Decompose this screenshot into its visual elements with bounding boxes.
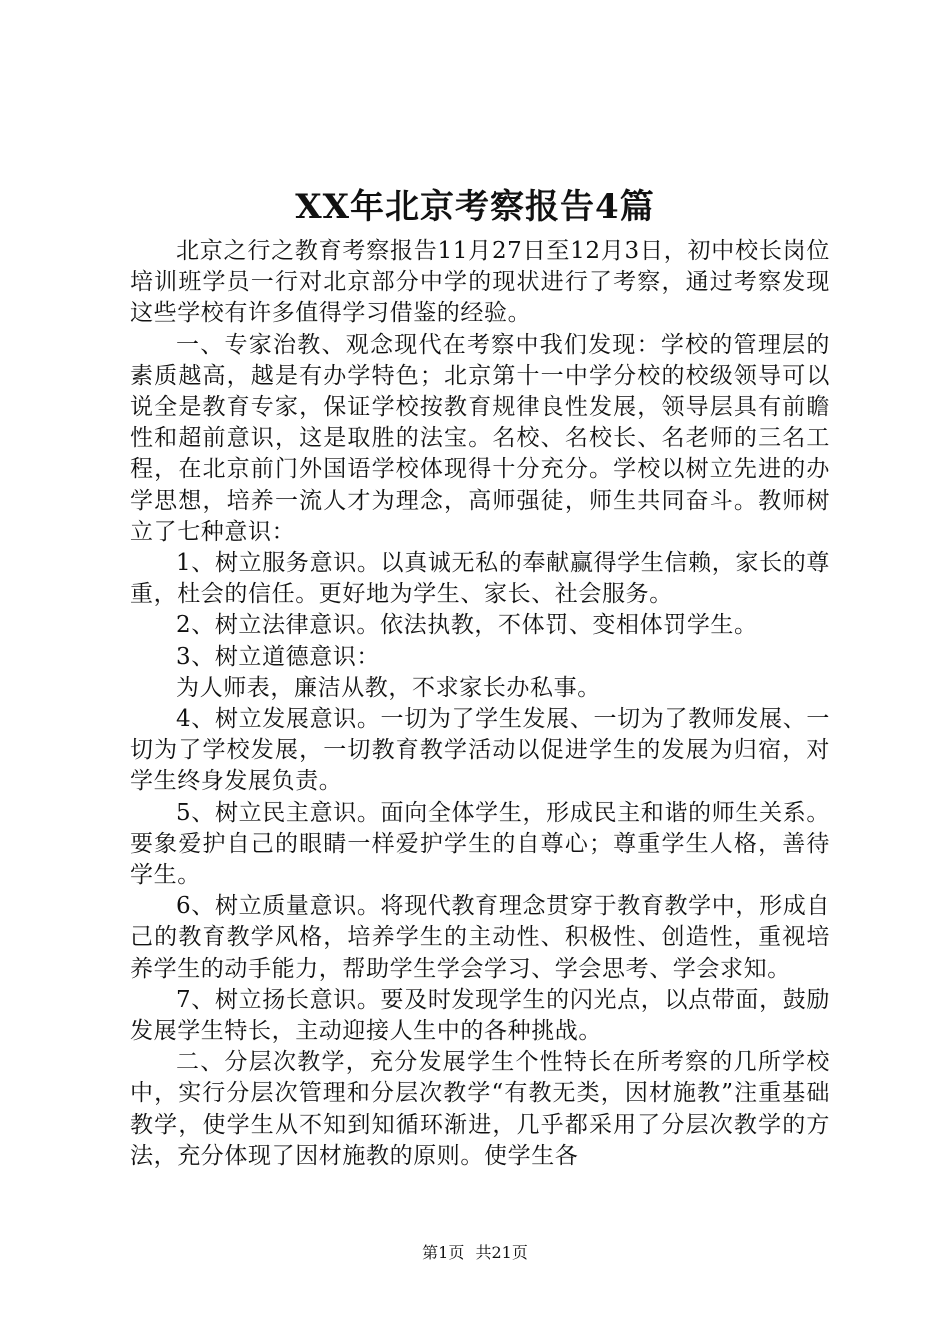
paragraph: 2、树立法律意识。依法执教，不体罚、变相体罚学生。 [176,612,758,639]
paragraph: 3、树立道德意识： [176,643,381,670]
page-number: 第1页 [422,1243,465,1262]
paragraph: 1、树立服务意识。以真诚无私的奉献赢得学生信赖，家长的尊重，杜会的信任。更好地为学生、家长、社会服务。 [130,550,830,608]
paragraph: 6、树立质量意识。将现代教育理念贯穿于教育教学中，形成自己的教育教学风格，培养学生的主动性、积极性、创造性，重视培养学生的动手能力，帮助学生学会学习、学会思考、学会求知。 [130,893,830,982]
page-footer [0,1241,950,1265]
paragraph: 为人师表，廉洁从教，不求家长办私事。 [176,674,601,701]
paragraph: 4、树立发展意识。一切为了学生发展、一切为了教师发展、一切为了学校发展，一切教育教学活动以促进学生的发展为归宿，对学生终身发展负责。 [130,706,830,795]
page-total: 共21页 [475,1243,528,1262]
paragraph: 5、树立民主意识。面向全体学生，形成民主和谐的师生关系。要象爱护自己的眼睛一样爱护学生的自尊心；尊重学生人格，善待学生。 [130,799,830,889]
paragraph: 二、分层次教学，充分发展学生个性特长在所考察的几所学校中，实行分层次管理和分层次教学“有教无类，因材施教”注重基础教学，使学生从不知到知循环渐进，几乎都采用了分层次教学的方法，充分体现了因材施教的原则。使学生各 [130,1049,830,1169]
paragraph: 北京之行之教育考察报告11月27日至12月3日，初中校长岗位培训班学员一行对北京部分中学的现状进行了考察，通过考察发现这些学校有许多值得学习借鉴的经验。 [130,238,830,327]
document-body [130,236,830,1172]
paragraph: 一、专家治教、观念现代在考察中我们发现：学校的管理层的素质越高，越是有办学特色；北京第十一中学分校的校级领导可以说全是教育专家，保证学校按教育规律良性发展，领导层具有前瞻性和超前意识，这是取胜的法宝。名校、名校长、名老师的三名工程，在北京前门外国语学校体现得十分充分。学校以树立先进的办学思想，培养一流人才为理念，高师强徒，师生共同奋斗。教师树立了七种意识： [130,331,830,545]
document-title: XX年北京考察报告4篇 [295,187,655,227]
paragraph: 7、树立扬长意识。要及时发现学生的闪光点，以点带面，鼓励发展学生特长，主动迎接人生中的各种挑战。 [130,986,830,1045]
